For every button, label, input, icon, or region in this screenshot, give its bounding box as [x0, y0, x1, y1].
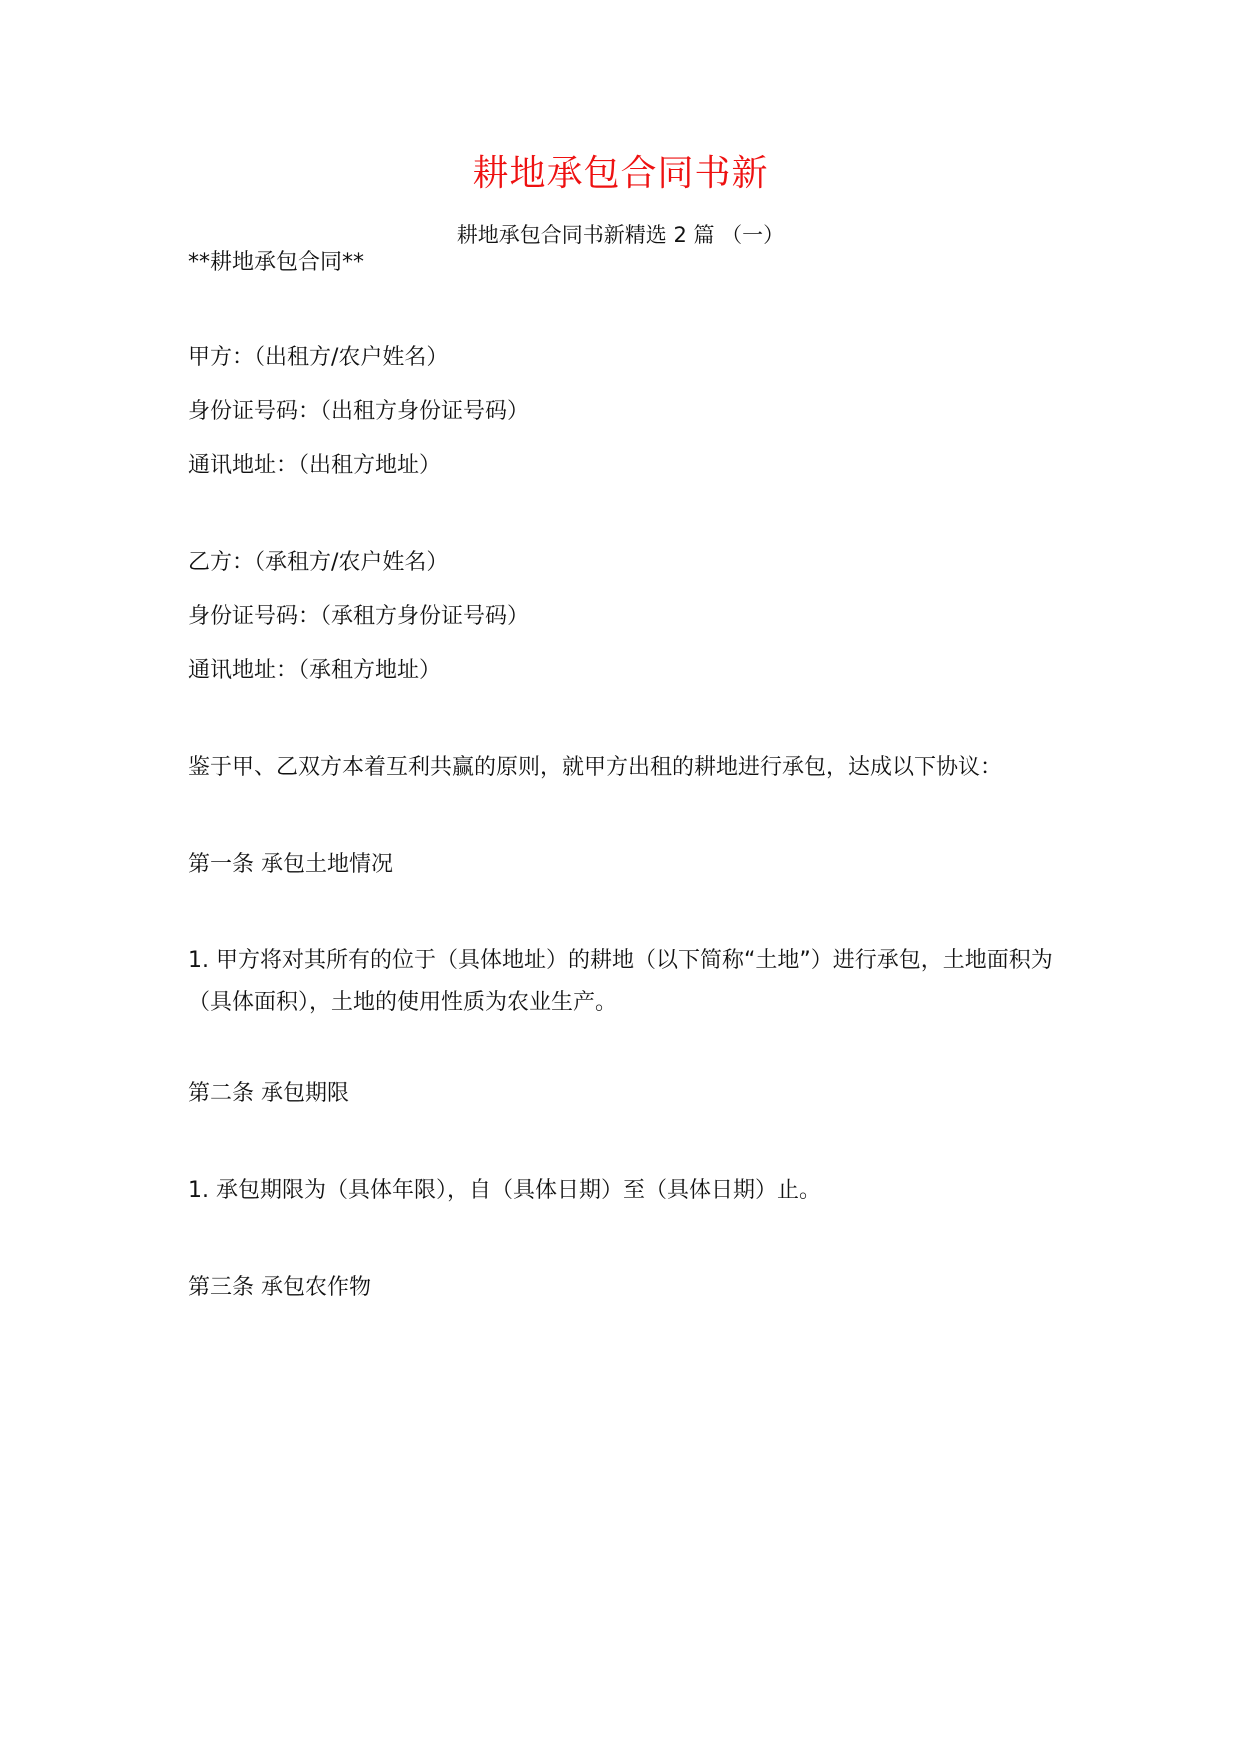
article-3-heading: 第三条 承包农作物	[188, 1275, 371, 1300]
article-1-heading: 第一条 承包土地情况	[188, 852, 393, 877]
article-2-heading: 第二条 承包期限	[188, 1081, 349, 1106]
party-b-address: 通讯地址：（承租方地址）	[188, 658, 442, 683]
contract-heading: **耕地承包合同**	[188, 250, 365, 275]
party-b-name: 乙方：（承租方/农户姓名）	[188, 550, 449, 575]
party-b-id: 身份证号码：（承租方身份证号码）	[188, 604, 530, 629]
article-1-item-1: 1. 甲方将对其所有的位于（具体地址）的耕地（以下简称“土地”）进行承包，土地面积为（具体面积），土地的使用性质为农业生产。	[188, 948, 1053, 1015]
party-a-id: 身份证号码：（出租方身份证号码）	[188, 399, 530, 424]
party-a-address: 通讯地址：（出租方地址）	[188, 453, 442, 478]
party-a-name: 甲方：（出租方/农户姓名）	[188, 345, 449, 370]
article-2-item-1: 1. 承包期限为（具体年限），自（具体日期）至（具体日期）止。	[188, 1178, 821, 1203]
document-subtitle: 耕地承包合同书新精选 2 篇 （一）	[456, 223, 785, 247]
document-title: 耕地承包合同书新	[472, 153, 769, 194]
preamble-text: 鉴于甲、乙双方本着互利共赢的原则，就甲方出租的耕地进行承包，达成以下协议：	[188, 755, 1003, 780]
